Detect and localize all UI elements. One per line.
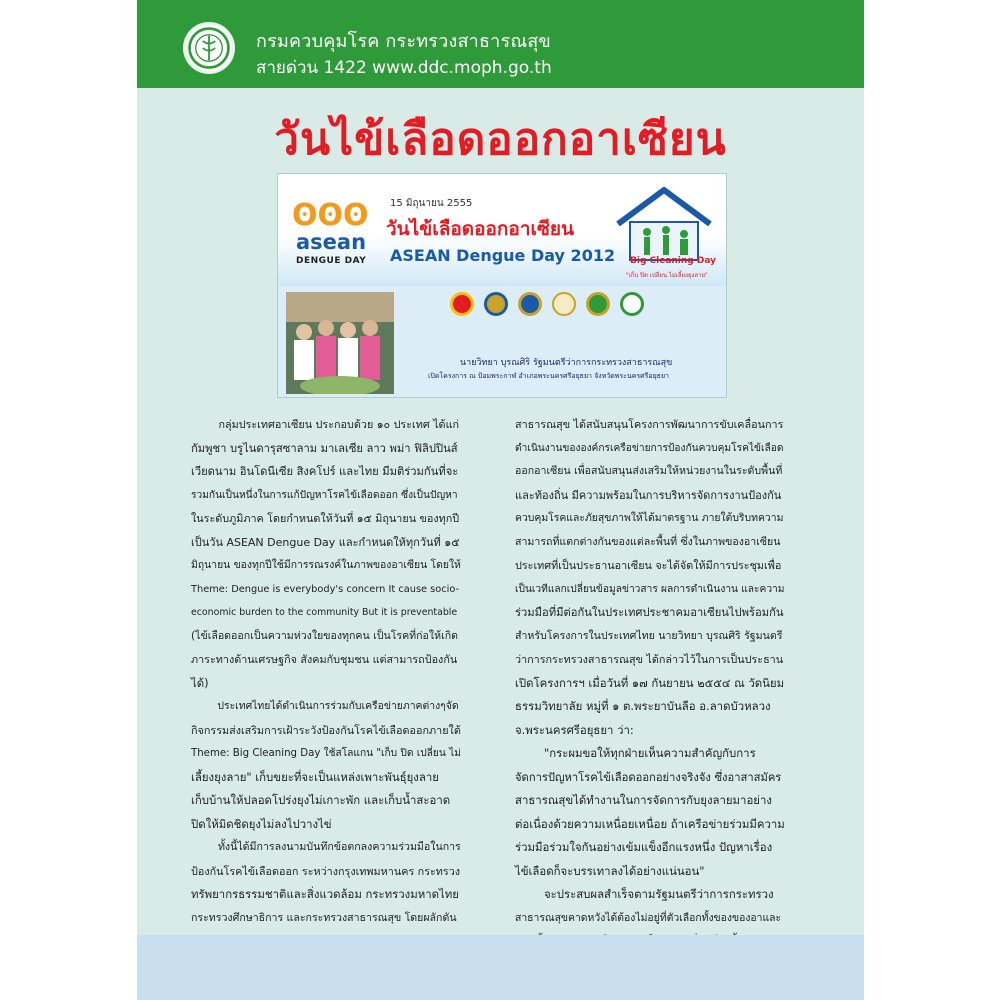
article-line: และท้องถิ่น มีความพร้อมในการบริหารจัดการงานป้องกัน <box>515 488 782 502</box>
article-line: กลุ่มประเทศอาเซียน ประกอบด้วย ๑๐ ประเทศ ได้แก่ <box>191 418 460 431</box>
photo-caption-detail: เปิดโครงการ ณ ป้อมพระกาฬ อำเภอพระนครศรีอยุธยา จังหวัดพระนครศรีอยุธยา <box>428 372 669 380</box>
article-line: เปิดโครงการฯ เมื่อวันที่ ๑๗ กันยายน ๒๕๕๔ ณ วัดนิยม <box>515 675 785 690</box>
article-line: จ.พระนครศรีอยุธยา ว่า: <box>515 722 634 737</box>
article-line: ได้) <box>191 675 209 690</box>
article-line: ป้องกันโรคไข้เลือดออก ระหว่างกรุงเทพมหานคร กระทรวง <box>191 864 461 878</box>
education-seal-icon <box>552 292 576 316</box>
article-line: เก็บบ้านให้ปลอดโปร่งยุงไม่เกาะพัก และเก็บน้ำสะอาด <box>191 793 451 807</box>
article-line: (ไข้เลือดออกเป็นความห่วงใยของทุกคน เป็นโรคที่ก่อให้เกิด <box>191 629 458 642</box>
ministry-seal-icon <box>518 292 542 316</box>
article-line: ปิดให้มิดชิดยุงไม่ลงไปวางไข่ <box>191 816 332 831</box>
page-title: วันไข้เลือดออกอาเซียน <box>274 114 727 165</box>
article-line: ร่วมมือร่วมใจกันอย่างเข้มแข็งอีกแรงหนึ่ง ปัญหาเรื่อง <box>515 840 773 854</box>
banner-date: 15 มิถุนายน 2555 <box>390 198 473 209</box>
banner-title-english: ASEAN Dengue Day 2012 <box>390 246 616 265</box>
bma-seal-icon <box>484 292 508 316</box>
article-line: สาธารณสุขคาดหวังได้ต้องไม่อยู่ที่ตัวเลือกทั้งของของอาและ <box>515 911 782 924</box>
article-line: ดำเนินงานขององค์กรเครือข่ายการป้องกันควบคุมโรคไข้เลือด <box>515 442 784 454</box>
article-line: Theme: Dengue is everybody's concern It cause socio- <box>191 583 460 595</box>
article-line: เป็นเวทีแลกเปลี่ยนข้อมูลข่าวสาร ผลการดำเนินงาน และความ <box>515 583 785 595</box>
article-line: "กระผมขอให้ทุกฝ่ายเห็นความสำคัญกับการ <box>515 746 756 760</box>
article-line: ธรรมวิทยาลัย หมู่ที่ ๑ ต.พระยาบันลือ อ.ลาดบัวหลวง <box>515 699 771 713</box>
banner-title-thai: วันไข้เลือดออกอาเซียน <box>386 218 575 240</box>
article-column-left <box>191 413 461 977</box>
article-line: ประเทศไทยได้ดำเนินการร่วมกับเครือข่ายภาคต่างๆจัด <box>191 700 459 712</box>
article-line: ทรัพยากรธรรมชาติและสิ่งแวดล้อม กระทรวงมหาดไทย <box>191 887 459 901</box>
campaign-slogan: "เก็บ ปิด เปลี่ยน ไม่เลี้ยงยุงลาย" <box>626 272 708 279</box>
newsletter-page <box>137 0 864 1000</box>
asean-logo-text: asean <box>296 230 367 254</box>
footer-band <box>137 935 864 1000</box>
article-line: ไข้เลือดก็จะบรรเทาลงได้อย่างแน่นอน" <box>515 863 705 878</box>
article-line: Theme: Big Cleaning Day ใช้สโลแกน "เก็บ ปิด เปลี่ยน ไม่ <box>191 748 461 759</box>
article-line: จัดการปัญหาโรคไข้เลือดออกอย่างจริงจัง ซึ่งอาสาสมัคร <box>515 770 782 784</box>
article-column-right <box>515 413 785 954</box>
article-line: ควบคุมโรคและภัยสุขภาพให้ได้มาตรฐาน ภายใต้บริบทความ <box>515 512 784 524</box>
minister-photo <box>286 292 394 394</box>
article-line: สามารถที่แตกต่างกันของแต่ละพื้นที่ ซึ่งในภาพของอาเซียน <box>515 535 781 548</box>
header-bar <box>137 0 864 88</box>
health-seal-icon <box>620 292 644 316</box>
article-line: สาธารณสุข ได้สนับสนุนโครงการพัฒนาการขับเคลื่อนการ <box>515 418 784 431</box>
article-line: เวียดนาม อินโดนีเซีย สิงคโปร์ และไทย มีมติร่วมกันที่จะ <box>191 465 459 478</box>
article-line: เลี้ยงยุงลาย" เก็บขยะที่จะเป็นแหล่งเพาะพันธุ์ยุงลาย <box>191 769 439 784</box>
asean-dengue-logo-icon: ʘʘʘ <box>292 198 369 233</box>
article-line: ทั้งนี้ได้มีการลงนามบันทึกข้อตกลงความร่วมมือในการ <box>191 841 461 853</box>
article-line: economic burden to the community But it is preventable <box>191 607 458 618</box>
article-line: ในระดับภูมิภาค โดยกำหนดให้วันที่ ๑๕ มิถุนายน ของทุกปี <box>191 512 460 525</box>
article-line: สาธารณสุขได้ทำงานในการจัดการกับยุงลายมาอย่าง <box>515 793 772 807</box>
article-line: กิจกรรมส่งเสริมการเฝ้าระวังป้องกันโรคไข้เลือดออกภายใต้ <box>191 723 461 737</box>
article-line: กระทรวงศึกษาธิการ และกระทรวงสาธารณสุข โดยผลักดัน <box>191 911 457 924</box>
article-line: เป็นวัน ASEAN Dengue Day และกำหนดให้ทุกวันที่ ๑๕ <box>191 535 460 549</box>
article-line: กัมพูชา บรูไนดารุสซาลาม มาเลเซีย ลาว พม่า ฟิลิปปินส์ <box>191 441 458 455</box>
article-line: สำหรับโครงการในประเทศไทย นายวิทยา บุรณศิริ รัฐมนตรี <box>515 629 783 642</box>
photo-caption-name: นายวิทยา บุรณศิริ รัฐมนตรีว่าการกระทรวงสาธารณสุข <box>460 358 673 368</box>
asean-seal-icon <box>450 292 474 316</box>
ministry-logo-icon <box>183 22 235 74</box>
article-line: ร่วมมือที่มีต่อกันในประเทศประชาคมอาเซียนไปพร้อมกัน <box>515 606 784 619</box>
article-line: ต่อเนื่องด้วยความเหนื่อยเหนื่อย ถ้าเครือข่ายร่วมมีความ <box>515 816 785 831</box>
event-banner <box>277 173 727 398</box>
article-line: รวมกันเป็นหนึ่งในการแก้ปัญหาโรคไข้เลือดออก ซึ่งเป็นปัญหา <box>191 489 458 501</box>
campaign-name: Big Cleaning Day <box>630 256 716 266</box>
article-line: ออกอาเซียน เพื่อสนับสนุนส่งเสริมให้หน่วยงานในระดับพื้นที่ <box>515 465 783 477</box>
dengue-day-label: DENGUE DAY <box>296 256 367 266</box>
article-line: ประเทศที่เป็นประธานอาเซียน จะได้จัดให้มีการประชุมเพื่อ <box>515 559 782 572</box>
article-line: มิถุนายน ของทุกปีใช้มีการรณรงค์ในภาพของอาเซียน โดยให้ <box>191 559 461 571</box>
environment-seal-icon <box>586 292 610 316</box>
department-name: กรมควบคุมโรค กระทรวงสาธารณสุข <box>256 31 551 52</box>
article-line: ว่าการกระทรวงสาธารณสุข ได้กล่าวไว้ในการเป็นประธาน <box>515 653 784 666</box>
article-line: จะประสบผลสำเร็จตามรัฐมนตรีว่าการกระทรวง <box>515 887 774 901</box>
hotline-website: สายด่วน 1422 www.ddc.moph.go.th <box>256 58 552 78</box>
article-line: ภาระทางด้านเศรษฐกิจ สังคมกับชุมชน แต่สามารถป้องกัน <box>191 653 458 666</box>
